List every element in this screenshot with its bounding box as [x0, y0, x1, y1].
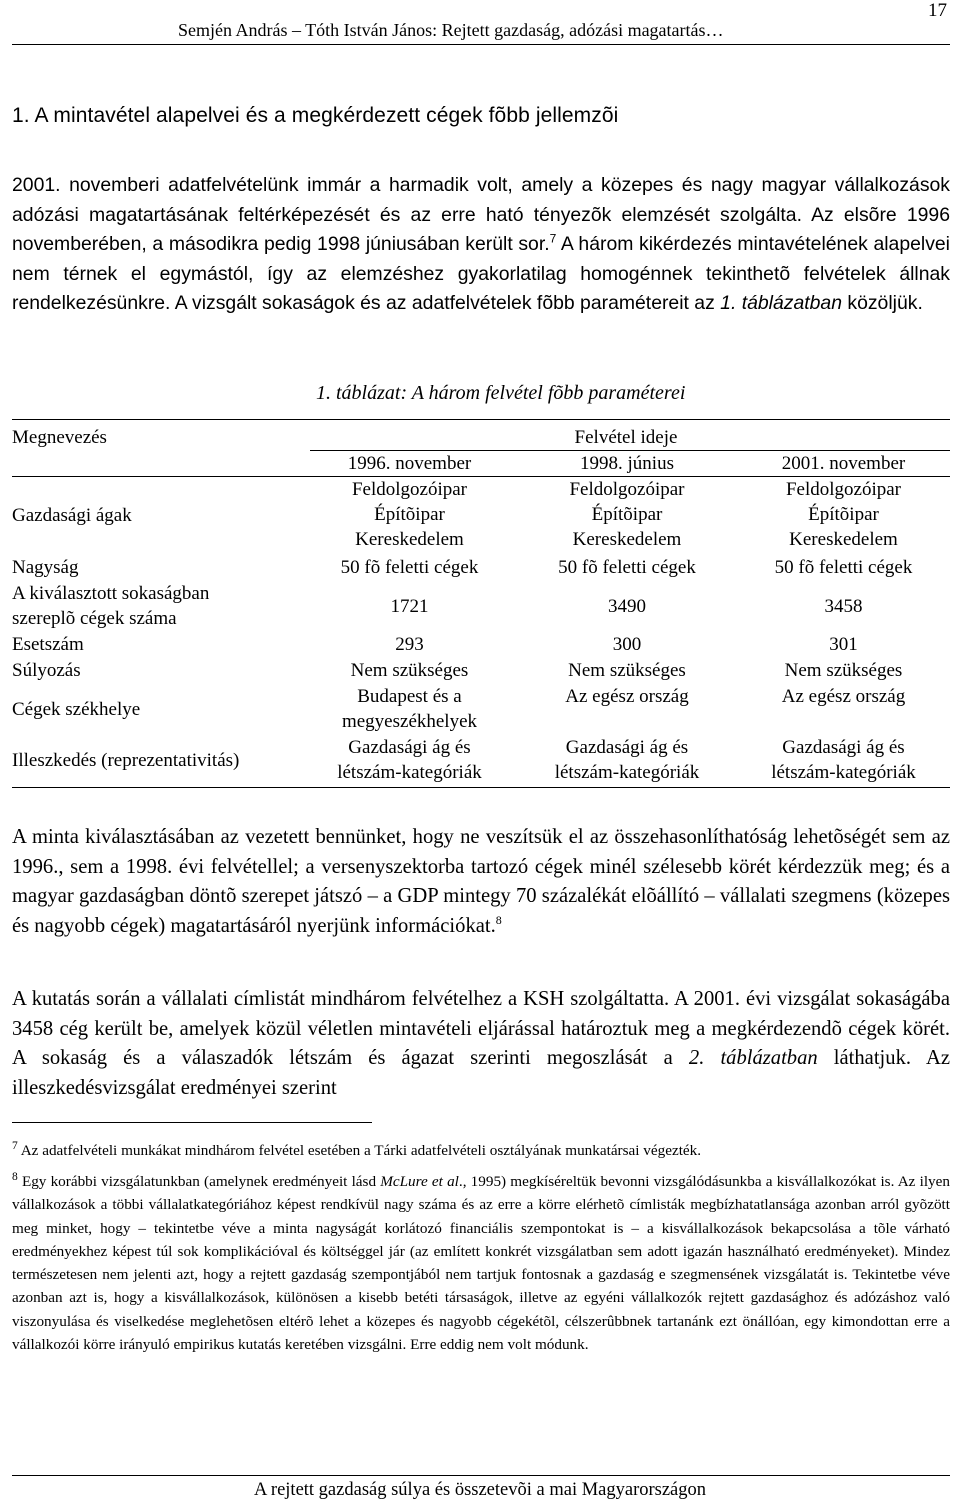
year-2001: 2001. november — [781, 453, 906, 474]
cell-sulyozas-1998: Nem szükséges — [568, 660, 686, 681]
paragraph-kutatas-text-2: láthatjuk. Az illeszkedésvizsgálat eredményei szerint — [12, 1047, 950, 1099]
table-top-rule — [12, 419, 950, 420]
cell-szekhely-1998: Az egész ország — [565, 686, 689, 707]
header-rule — [12, 44, 950, 45]
intro-text-2: A három kikérdezés mintavételének alapelvei nem térnek el egymástól, így az elemzéshez gyakorlatilag homogénnek tekinthetõ felvételek állnak rendelkezésünkre. A vizsgált sokaságok és az adatfelvételek fõbb paramétereit az — [12, 233, 950, 314]
header-felvetel-ideje: Felvétel ideje — [574, 427, 678, 448]
intro-paragraph — [12, 171, 950, 319]
paragraph-minta-text: A minta kiválasztásában az vezetett bennünket, hogy ne veszítsük el az összehasonlíthatóság lehetõségét sem az 1996., sem a 1998. évi felvétellel; a versenyszektorba tartozó cégek minél szélesebb körét kérdezzük meg; és a magyar gazdaságban döntõ szerepet játszó – a GDP mintegy 70 százalékát elõállító – vállalati szegmens (közepes és nagyobb cégek) magatartásáról nyerjünk információkat. — [12, 826, 950, 937]
cell-agak-1998: Feldolgozóipar Építõipar Kereskedelem — [569, 479, 685, 550]
paragraph-kutatas-text-1: A kutatás során a vállalati címlistát mindhárom felvételhez a KSH szolgáltatta. A 2001. évi vizsgálat sokaságába 3458 cég került be, amelyek közül véletlen mintavételi eljárással határoztuk meg a megkérdezendõ cégek körét. A sokaság és a válaszadók létszám és ágazat szerinti megoszlását a — [12, 988, 950, 1069]
running-footer: A rejtett gazdaság súlya és összetevõi a mai Magyarországon — [253, 1480, 707, 1500]
cell-agak-2001: Feldolgozóipar Építõipar Kereskedelem — [785, 479, 902, 550]
year-1996: 1996. november — [347, 453, 472, 474]
footnote-8-citation: McLure et al — [380, 1173, 459, 1190]
footnote-rule — [12, 1122, 372, 1123]
footer-rule — [12, 1475, 950, 1476]
cell-szekhely-2001: Az egész ország — [781, 686, 906, 707]
footnote-7-number: 7 — [12, 1139, 18, 1152]
cell-esetszam-2001: 301 — [829, 634, 858, 655]
header-megnevezes: Megnevezés — [12, 427, 107, 448]
footnote-8-text-2: ., 1995) megkíséreltük bevonni vizsgálódásunkba a kisvállalkozókat is. Az ilyen vállalkozások a többi vállalatkategóriához képest rendkívül nagy száma és az erre a körre elérhetõ címlisták megbízhatatlansága azonban arról gyõzött meg minket, hogy – tekintetbe véve a minta nagyságát korlátozó financiális szempontokat is – a kisvállalkozások bekapcsolása a tõle várható eredményekhez képest túl sok komplikációval és költséggel jár (az említett konkrét vizsgálatban sem adott igazán használható eredményeket). Mindez természetesen nem jelenti azt, hogy a rejtett gazdaság szempontjából nem tartjuk fontosnak a gazdaság e szegmensének vizsgálatát is. Tekintetbe véve azonban azt is, hogy a kisvállalkozások, különösen a kisebb betéti társaságok, illetve az egyéni vállalkozók rejtett gazdasághoz és adózáshoz való viszonyulása és viselkedése meglehetõsen eltérõ lehet a közepes és nagyobb cégekétõl, célszerûbbnek tartanánk ezt önállóan, egy kimondottan erre a vállalkozói körre irányuló empirikus kutatás keretében vizsgálni. Erre eddig nem volt módunk. — [12, 1173, 950, 1354]
cell-sulyozas-2001: Nem szükséges — [784, 660, 903, 681]
table-bottom-rule — [12, 787, 950, 788]
cell-nagysag-1998: 50 fõ feletti cégek — [558, 557, 696, 578]
row-label-sulyozas: Súlyozás — [12, 660, 81, 681]
cell-illeszkedes-2001: Gazdasági ág és létszám-kategóriák — [771, 737, 916, 783]
row-label-szekhely: Cégek székhelye — [12, 699, 141, 720]
row-label-esetszam: Esetszám — [12, 634, 84, 655]
row-label-nagysag: Nagyság — [12, 557, 79, 578]
footnote-7 — [12, 1139, 950, 1162]
footnote-8-text-1: Egy korábbi vizsgálatunkban (amelynek eredményeit lásd — [21, 1173, 381, 1190]
running-header: Semjén András – Tóth István János: Rejtett gazdaság, adózási magatartás… — [178, 20, 724, 40]
cell-sokasag-1996: 1721 — [390, 596, 429, 617]
cell-esetszam-1998: 300 — [612, 634, 642, 655]
footnote-8-number: 8 — [12, 1170, 18, 1183]
cell-illeszkedes-1996: Gazdasági ág és létszám-kategóriák — [337, 737, 482, 783]
cell-nagysag-1996: 50 fõ feletti cégek — [340, 557, 479, 578]
table-caption: 1. táblázat: A három felvétel fõbb paraméterei — [316, 382, 686, 404]
paragraph-kutatas — [12, 985, 950, 1103]
table-1-reference: 1. táblázatban — [720, 292, 842, 314]
intro-text-1: 2001. novemberi adatfelvételünk immár a harmadik volt, amely a közepes és nagy magyar vállalkozások adózási magatartásának feltérképezését és az erre ható tényezõk elemzését szolgálta. Az elsõre 1996 novemberében, a másodikra pedig 1998 júniusában került sor. — [12, 174, 950, 255]
cell-sokasag-2001: 3458 — [824, 596, 863, 617]
intro-text-3: közöljük. — [842, 292, 923, 314]
footnote-ref-7: 7 — [549, 231, 557, 246]
cell-illeszkedes-1998: Gazdasági ág és létszám-kategóriák — [554, 737, 700, 783]
table-2-reference: 2. táblázatban — [688, 1047, 818, 1069]
row-label-illeszkedes: Illeszkedés (reprezentativitás) — [12, 750, 240, 771]
cell-sokasag-1998: 3490 — [608, 596, 646, 617]
page-number: 17 — [928, 0, 947, 21]
year-1998: 1998. június — [580, 453, 674, 474]
cell-nagysag-2001: 50 fõ feletti cégek — [774, 557, 913, 578]
paragraph-minta — [12, 823, 950, 941]
cell-agak-1996: Feldolgozóipar Építõipar Kereskedelem — [351, 479, 468, 550]
cell-szekhely-1996: Budapest és a megyeszékhelyek — [341, 686, 478, 732]
cell-sulyozas-1996: Nem szükséges — [350, 660, 469, 681]
cell-esetszam-1996: 293 — [395, 634, 424, 655]
row-label-sokasag: A kiválasztott sokaságban szereplõ cégek száma — [12, 583, 210, 629]
footnote-8 — [12, 1170, 950, 1356]
footnote-ref-8: 8 — [495, 912, 502, 927]
row-label-gazdasagi-agak: Gazdasági ágak — [12, 505, 132, 526]
section-title: 1. A mintavétel alapelvei és a megkérdezett cégek fõbb jellemzõi — [12, 104, 619, 127]
footnote-7-text: Az adatfelvételi munkákat mindhárom felvétel esetében a Tárki adatfelvételi osztályának munkatársai végezték. — [20, 1142, 702, 1159]
